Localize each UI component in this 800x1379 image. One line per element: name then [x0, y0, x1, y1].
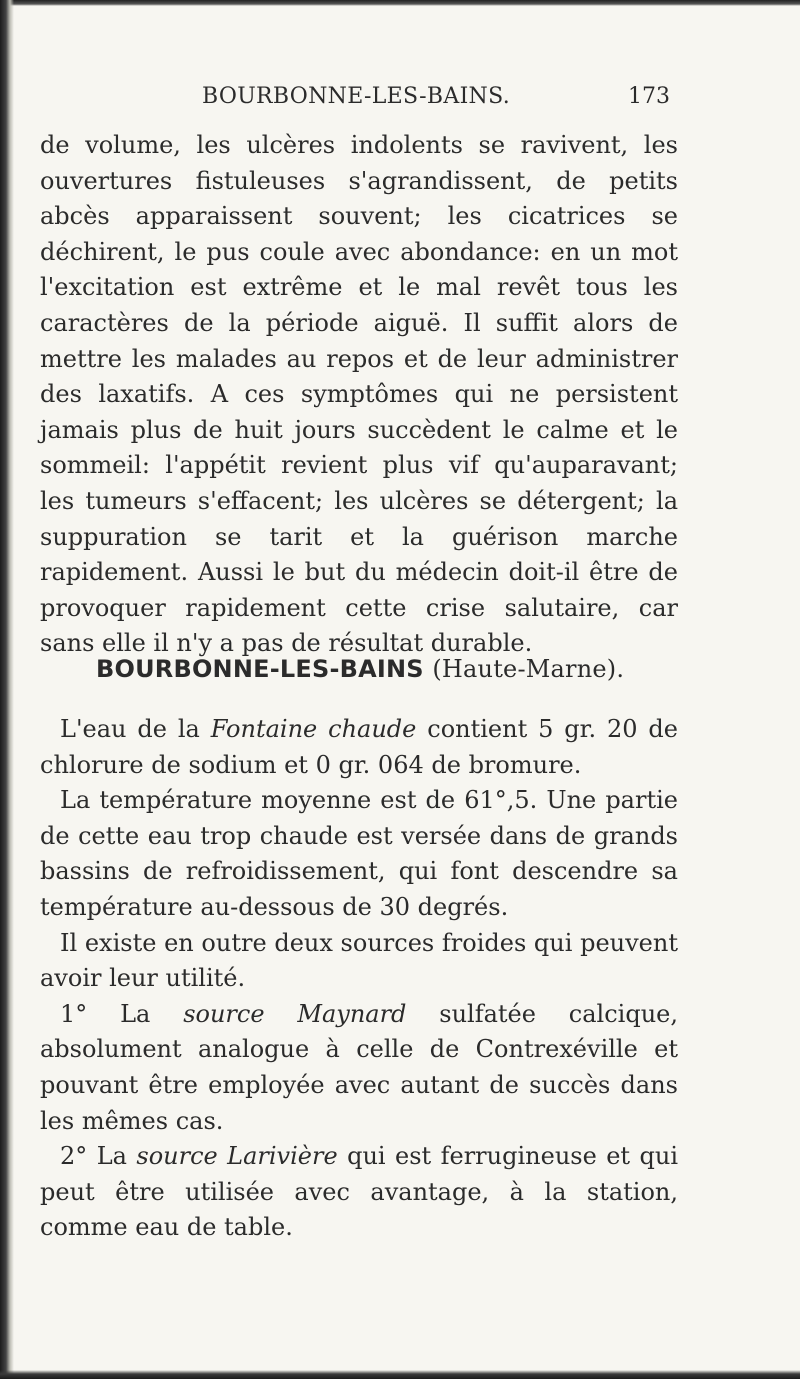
text-run: contient 5 gr. 20 de chlorure de sodium et 0 gr. 064 de bromure.	[40, 715, 678, 779]
italic-source-name: Fontaine chaude	[210, 715, 417, 743]
scan-edge-left	[0, 0, 14, 1379]
section-heading	[96, 655, 624, 683]
text-run: L'eau de la	[60, 715, 211, 743]
section-subtitle: (Haute-Marne).	[432, 655, 625, 683]
text-run: qui est ferrugineuse et qui peut être utilisée avec avantage, à la station, comme eau de table.	[40, 1142, 678, 1242]
italic-source-name: source Larivière	[136, 1142, 338, 1171]
paragraph-source-lariviere	[40, 1139, 678, 1246]
scan-edge-bottom	[0, 1370, 800, 1379]
italic-source-name: source Maynard	[183, 999, 407, 1028]
paragraph-fontaine-chaude	[40, 712, 678, 783]
body-text-top	[40, 128, 678, 662]
section-title: BOURBONNE-LES-BAINS	[96, 655, 424, 683]
running-head: BOURBONNE-LES-BAINS.	[202, 84, 510, 109]
list-number: 1° La	[60, 999, 184, 1028]
paragraph-continuation: de volume, les ulcères indolents se ravivent, les ouvertures fistuleuses s'agrandissent, de petits abcès apparaissent souvent; les cicatrices se déchirent, le pus coule avec abondance: en un mot l'excitation est extrême et le mal revêt tous les caractères de la période aiguë. Il suffit alors de mettre les malades au repos et de leur administrer des laxatifs. A ces symptômes qui ne persistent jamais plus de huit jours succèdent le calme et le sommeil: l'appétit revient plus vif qu'auparavant; les tumeurs s'effacent; les ulcères se détergent; la suppuration se tarit et la guérison marche rapidement. Aussi le but du médecin doit-il être de provoquer rapidement cette crise salutaire, car sans elle il n'y a pas de résultat durable.	[40, 131, 678, 658]
paragraph-source-maynard	[40, 997, 678, 1139]
list-number: 2° La	[60, 1142, 137, 1171]
paragraph-temperature: La température moyenne est de 61°,5. Une partie de cette eau trop chaude est versée dans de grands bassins de refroidissement, qui font descendre sa température au-dessous de 30 degrés.	[40, 786, 678, 921]
page-number: 173	[628, 84, 670, 109]
paragraph-sources-froides: Il existe en outre deux sources froides qui peuvent avoir leur utilité.	[40, 928, 678, 993]
scan-edge-top	[0, 0, 800, 6]
body-text-bottom	[40, 712, 678, 1246]
text-run: sulfatée calcique, absolument analogue à celle de Contrexéville et pouvant être employée avec autant de succès dans les mêmes cas.	[40, 999, 679, 1135]
